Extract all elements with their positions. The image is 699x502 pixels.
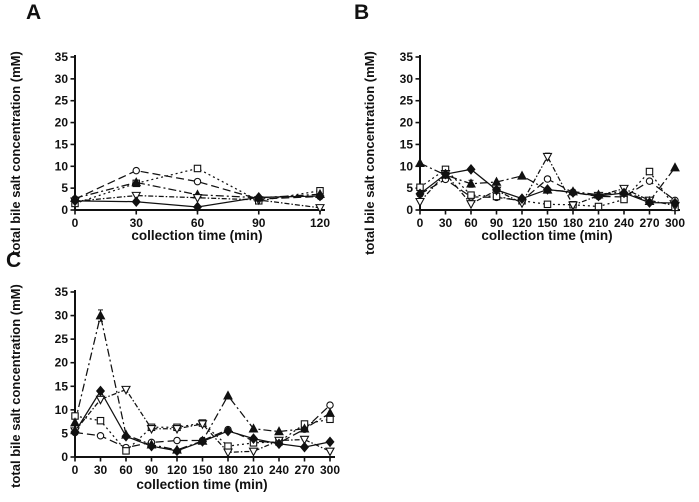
marker-circle bbox=[544, 176, 550, 182]
x-tick-label: 0 bbox=[416, 216, 424, 230]
y-tick-label: 20 bbox=[399, 115, 413, 130]
marker-circle bbox=[194, 178, 200, 184]
x-tick-label: 0 bbox=[71, 216, 79, 230]
marker-triangle-up bbox=[224, 392, 232, 399]
y-tick-label: 20 bbox=[54, 115, 68, 130]
marker-square bbox=[327, 416, 333, 422]
y-tick-label: 15 bbox=[54, 379, 68, 394]
x-tick-label: 90 bbox=[489, 216, 504, 230]
y-tick-label: 15 bbox=[54, 137, 68, 152]
x-tick-label: 150 bbox=[537, 216, 558, 230]
x-tick-label: 150 bbox=[192, 463, 213, 477]
marker-diamond bbox=[467, 165, 475, 174]
panel-b-label: B bbox=[354, 1, 370, 24]
y-tick-label: 10 bbox=[54, 402, 68, 417]
marker-square bbox=[595, 203, 601, 209]
series-line-filled-triangle bbox=[75, 316, 330, 450]
marker-square bbox=[468, 192, 474, 198]
y-tick-label: 15 bbox=[399, 137, 413, 152]
x-tick-label: 120 bbox=[166, 463, 188, 477]
marker-square bbox=[194, 165, 200, 171]
x-tick-label: 90 bbox=[144, 463, 159, 477]
panel-c-label: C bbox=[6, 249, 22, 272]
x-tick-label: 180 bbox=[217, 463, 239, 477]
y-tick-label: 35 bbox=[54, 50, 68, 64]
y-tick-label: 35 bbox=[54, 285, 68, 299]
y-tick-label: 25 bbox=[54, 332, 68, 347]
marker-circle bbox=[174, 437, 180, 443]
x-tick-label: 30 bbox=[438, 216, 453, 230]
x-tick-label: 60 bbox=[119, 463, 133, 477]
panel-b-x-axis-title: collection time (min) bbox=[481, 228, 613, 243]
y-tick-label: 0 bbox=[61, 450, 68, 464]
x-tick-label: 60 bbox=[464, 216, 478, 230]
marker-circle bbox=[646, 178, 652, 184]
x-tick-label: 240 bbox=[268, 463, 290, 477]
y-tick-label: 20 bbox=[54, 355, 68, 370]
y-tick-label: 35 bbox=[399, 50, 413, 64]
panel-c-x-axis-title: collection time (min) bbox=[136, 477, 268, 492]
marker-triangle-down bbox=[467, 201, 475, 208]
x-tick-label: 30 bbox=[93, 463, 108, 477]
panel-a bbox=[0, 0, 350, 255]
panel-a-label: A bbox=[26, 1, 42, 24]
marker-diamond bbox=[326, 437, 334, 446]
marker-diamond bbox=[569, 188, 577, 197]
marker-diamond bbox=[122, 432, 130, 441]
x-tick-label: 60 bbox=[190, 216, 205, 230]
panel-a-plot bbox=[0, 0, 350, 250]
panel-c bbox=[0, 250, 350, 502]
x-tick-label: 300 bbox=[664, 216, 686, 230]
x-tick-label: 240 bbox=[613, 216, 635, 230]
y-tick-label: 5 bbox=[61, 181, 68, 196]
x-tick-label: 270 bbox=[639, 216, 660, 230]
panel-c-y-axis-title: total bile salt concentration (mM) bbox=[8, 284, 23, 488]
marker-triangle-up bbox=[416, 159, 424, 166]
marker-triangle-down bbox=[326, 448, 334, 455]
marker-triangle-down bbox=[544, 153, 552, 160]
marker-triangle-up bbox=[518, 172, 526, 179]
y-tick-label: 30 bbox=[54, 308, 68, 323]
x-tick-label: 120 bbox=[309, 216, 331, 230]
y-tick-label: 25 bbox=[399, 93, 413, 108]
y-tick-label: 0 bbox=[61, 203, 68, 217]
panel-a-x-axis-title: collection time (min) bbox=[131, 228, 263, 243]
x-tick-label: 0 bbox=[71, 463, 79, 477]
x-tick-label: 210 bbox=[588, 216, 609, 230]
marker-square bbox=[544, 201, 550, 207]
marker-circle bbox=[97, 433, 103, 439]
panel-c-plot bbox=[0, 250, 350, 502]
x-tick-label: 120 bbox=[511, 216, 533, 230]
x-tick-label: 270 bbox=[294, 463, 315, 477]
y-tick-label: 30 bbox=[399, 71, 413, 86]
x-tick-label: 90 bbox=[252, 216, 266, 230]
marker-circle bbox=[327, 402, 333, 408]
y-tick-label: 5 bbox=[61, 426, 68, 441]
marker-diamond bbox=[301, 443, 309, 452]
marker-square bbox=[123, 448, 129, 454]
x-tick-label: 30 bbox=[129, 216, 143, 230]
marker-square bbox=[646, 168, 652, 174]
y-tick-label: 0 bbox=[406, 203, 413, 217]
marker-square bbox=[225, 443, 231, 449]
y-tick-label: 10 bbox=[54, 159, 68, 174]
y-tick-label: 30 bbox=[54, 71, 68, 86]
y-tick-label: 10 bbox=[399, 159, 413, 174]
marker-triangle-up bbox=[97, 311, 105, 318]
marker-square bbox=[97, 418, 103, 424]
panel-b-y-axis-title: total bile salt concentration (mM) bbox=[362, 51, 377, 255]
marker-diamond bbox=[132, 197, 140, 206]
panel-b-plot bbox=[350, 0, 699, 250]
marker-circle bbox=[133, 167, 139, 173]
y-tick-label: 5 bbox=[406, 181, 413, 196]
marker-triangle-down bbox=[250, 448, 258, 455]
marker-triangle-up bbox=[671, 163, 679, 170]
marker-diamond bbox=[173, 446, 181, 455]
panel-b bbox=[350, 0, 699, 255]
panel-a-y-axis-title: total bile salt concentration (mM) bbox=[8, 51, 23, 255]
marker-triangle-up bbox=[326, 409, 334, 416]
x-tick-label: 300 bbox=[319, 463, 341, 477]
marker-triangle-down bbox=[416, 198, 424, 205]
x-tick-label: 210 bbox=[243, 463, 264, 477]
y-tick-label: 25 bbox=[54, 93, 68, 108]
x-tick-label: 180 bbox=[562, 216, 584, 230]
